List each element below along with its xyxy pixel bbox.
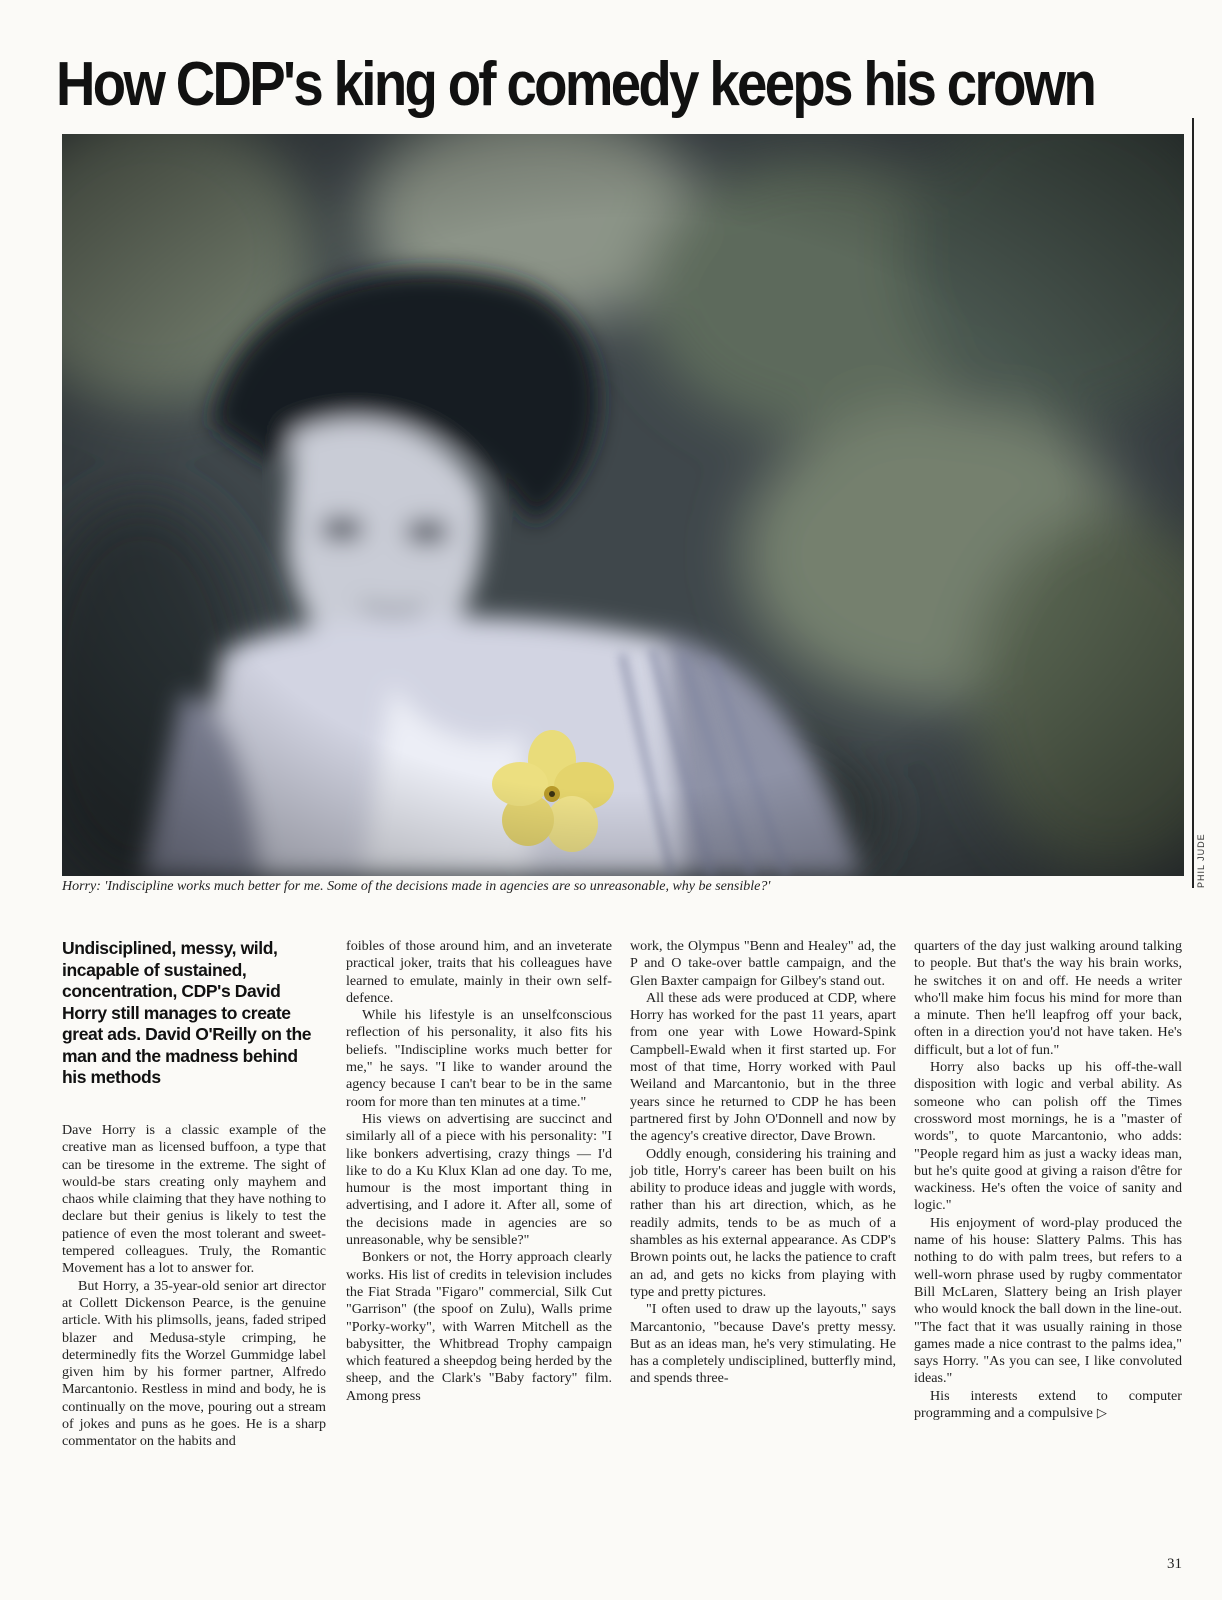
paragraph-text: His interests extend to computer programming and a compulsive — [914, 1387, 1182, 1422]
paragraph: "I often used to draw up the layouts," says Marcantonio, "because Dave's pretty messy. But as an ideas man, he's very stimulating. He has a completely undisciplined, butterfly mind, and spends three- — [630, 1301, 896, 1387]
body-column-4 — [914, 938, 1182, 1422]
page-number: 31 — [1167, 1556, 1182, 1572]
paragraph: But Horry, a 35-year-old senior art director at Collett Dickenson Pearce, is the genuine article. With his plimsolls, jeans, faded striped blazer and Medusa-style crimping, he determinedly fits the Worzel Gummidge label given him by his former partner, Alfredo Marcantonio. Restless in mind and body, he is continually on the move, pouring out a stream of jokes and puns as he goes. He is a sharp commentator on the habits and — [62, 1277, 326, 1450]
paragraph: All these ads were produced at CDP, where Horry has worked for the past 11 years, apart from one year with Lowe Howard-Spink Campbell-Ewald when it first started up. For most of that time, Horry worked with Paul Weiland and Marcantonio, but in the three years since he returned to CDP he has been partnered first by John O'Donnell and now by the agency's creative director, Dave Brown. — [630, 989, 896, 1145]
portrait-photo — [62, 134, 1184, 876]
headline: How CDP's king of comedy keeps his crown — [56, 50, 1095, 119]
paragraph: Horry also backs up his off-the-wall disposition with logic and verbal ability. As someone who can polish off the Times crossword most mornings, he is a "master of words", to quote Marcantonio, who adds: "People regard him as just a wacky ideas man, but he's quite good at giving a raison d'être for wackiness. He's often the voice of sanity and logic." — [914, 1059, 1182, 1214]
paragraph: Bonkers or not, the Horry approach clearly works. His list of credits in television includes the Fiat Strada "Figaro" commercial, Silk Cut "Garrison" (the spoof on Zulu), Walls prime "Porky-worky", with Warren Mitchell as the babysitter, the Whitbread Trophy campaign which featured a sheepdog being herded by the sheep, and the Clark's "Baby factory" film. Among press — [346, 1249, 612, 1404]
paragraph: Dave Horry is a classic example of the creative man as licensed buffoon, a type that can be tiresome in the extreme. The sight of would-be stars creating only mayhem and chaos while claiming that they have nothing to declare but their genius is likely to test the patience of even the most tolerant and sweet-tempered colleagues. Truly, the Romantic Movement has a lot to answer for. — [62, 1122, 326, 1277]
photo-credit: PHIL JUDE — [1196, 833, 1206, 888]
body-column-1 — [62, 1122, 326, 1451]
photo-frame-rule — [1192, 118, 1194, 888]
paragraph: Oddly enough, considering his training and job title, Horry's career has been built on his ability to produce ideas and juggle with words, rather than his art direction, which, as he readily admits, tends to be as much of a shambles as his external appearance. As CDP's Brown points out, he lacks the patience to craft an ad, and gets no kicks from playing with type and pretty pictures. — [630, 1145, 896, 1300]
paragraph: His enjoyment of word-play produced the name of his house: Slattery Palms. This has nothing to do with palm trees, but refers to a well-worn phrase used by rugby commentator Bill McLaren, Slattery being an Irish player who would knock the ball down in the line-out. "The fact that it was usually raining in those games made a nice contrast to the palms idea," says Horry. "As you can see, I like convoluted ideas." — [914, 1214, 1182, 1387]
body-column-3 — [630, 938, 896, 1388]
triangle-right-outline-icon: ▷ — [1096, 1406, 1107, 1422]
paragraph: foibles of those around him, and an inveterate practical joker, traits that his colleagues have learned to emulate, mainly in their own self-defence. — [346, 938, 612, 1006]
paragraph: While his lifestyle is an unselfconscious reflection of his personality, it also fits his beliefs. "Indiscipline works much better for me," he says. "I like to wander around the agency because I can't bear to be in the same room for more than ten minutes at a time." — [346, 1007, 612, 1110]
body-column-2 — [346, 938, 612, 1405]
paragraph: His views on advertising are succinct and similarly all of a piece with his personality: "I like bonkers advertising, crazy things — I'd like to do a Ku Klux Klan ad one day. To me, humour is the most important thing in advertising, and I adore it. After all, some of the decisions made in agencies are so unreasonable, why be sensible?" — [346, 1110, 612, 1249]
standfirst: Undisciplined, messy, wild, incapable of sustained, concentration, CDP's David Horry still manages to create great ads. David O'Reilly on the man and the madness behind his methods — [62, 938, 312, 1087]
photo-caption: Horry: 'Indiscipline works much better for me. Some of the decisions made in agencies are so unreasonable, why be sensible?' — [62, 879, 771, 894]
paragraph: quarters of the day just walking around talking to people. But that's the way his brain works, he switches it on and off. He needs a writer who'll make him focus his mind for more than a minute. Then he'll leapfrog off your back, often in a direction you'd not have taken. He's difficult, but a lot of fun." — [914, 938, 1182, 1058]
paragraph: work, the Olympus "Benn and Healey" ad, the P and O take-over battle campaign, and the Glen Baxter campaign for Gilbey's stand out. — [630, 938, 896, 989]
paragraph — [914, 1388, 1182, 1423]
